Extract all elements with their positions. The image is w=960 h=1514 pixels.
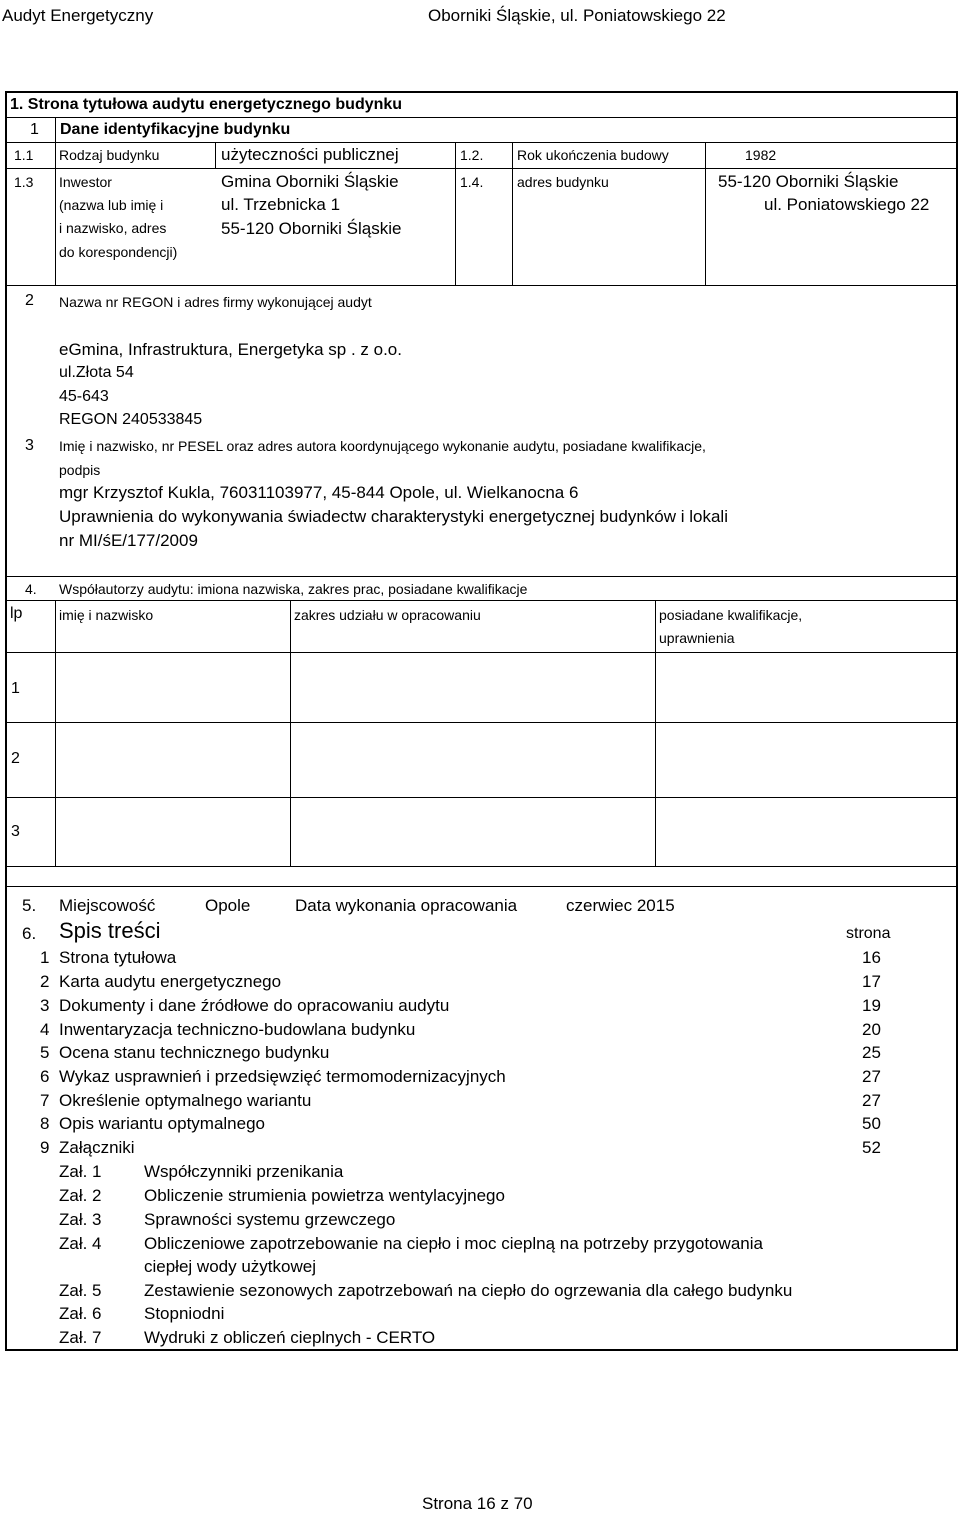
row14-label: adres budynku <box>517 174 609 190</box>
toc-item-label: Ocena stanu technicznego budynku <box>59 1043 330 1062</box>
attachment-num: Zał. 1 <box>59 1162 102 1181</box>
attachment-num: Zał. 4 <box>59 1234 102 1253</box>
toc-item-label: Karta audytu energetycznego <box>59 972 282 991</box>
toc-item-page: 52 <box>862 1138 881 1157</box>
author-line: Uprawnienia do wykonywania świadectw charakterystyki energetycznej budynków i lokali <box>59 507 728 526</box>
col-qual: posiadane kwalifikacje, <box>659 607 803 623</box>
section4-num: 4. <box>25 581 37 597</box>
toc-item-page: 17 <box>862 972 881 991</box>
attachment-label: Stopniodni <box>144 1304 225 1323</box>
toc-item-num: 5 <box>40 1043 50 1062</box>
toc-item-num: 4 <box>40 1020 50 1039</box>
toc-item-page: 50 <box>862 1114 881 1133</box>
firm-line: 45-643 <box>59 388 109 405</box>
coauthor-row-num: 3 <box>11 823 20 840</box>
section3-label: Imię i nazwisko, nr PESEL oraz adres autora koordynującego wykonanie audytu, posiadane kwalifikacje, <box>59 438 706 454</box>
attachment-label: Współczynniki przenikania <box>144 1162 344 1181</box>
toc-item-num: 8 <box>40 1114 50 1133</box>
toc-item-page: 27 <box>862 1067 881 1086</box>
toc-item-num: 7 <box>40 1091 50 1110</box>
header-right: Oborniki Śląskie, ul. Poniatowskiego 22 <box>428 6 726 25</box>
attachment-label: Obliczenie strumienia powietrza wentylacyjnego <box>144 1186 505 1205</box>
toc-num: 6. <box>22 924 37 943</box>
page-footer: Strona 16 z 70 <box>422 1494 533 1513</box>
toc-item-num: 9 <box>40 1138 50 1157</box>
toc-item-page: 25 <box>862 1043 881 1062</box>
toc-item-page: 20 <box>862 1020 881 1039</box>
row12-value: 1982 <box>745 147 777 163</box>
toc-item-num: 6 <box>40 1067 50 1086</box>
attachment-label: Zestawienie sezonowych zapotrzebowań na ciepło do ogrzewania dla całego budynku <box>144 1281 793 1300</box>
row11-value: użyteczności publicznej <box>221 145 399 164</box>
section3-num: 3 <box>25 437 34 454</box>
row13-label-line: do korespondencji) <box>59 244 178 260</box>
row13-label-line: i nazwisko, adres <box>59 220 167 236</box>
toc-item-label: Dokumenty i dane źródłowe do opracowaniu audytu <box>59 996 450 1015</box>
row13-num: 1.3 <box>14 174 34 190</box>
firm-line: eGmina, Infrastruktura, Energetyka sp . z o.o. <box>59 340 402 359</box>
toc-item-label: Strona tytułowa <box>59 948 177 967</box>
firm-line: ul.Złota 54 <box>59 364 134 381</box>
toc-page-label: strona <box>846 925 891 942</box>
place-label: Miejscowość <box>59 896 156 915</box>
attachment-label: Wydruki z obliczeń cieplnych - CERTO <box>144 1328 436 1347</box>
section3-label-2: podpis <box>59 462 101 478</box>
row13-label-line: Inwestor <box>59 174 112 190</box>
row11-label: Rodzaj budynku <box>59 147 160 163</box>
coauthor-row-num: 1 <box>11 680 20 697</box>
col-lp: lp <box>10 605 23 622</box>
attachment-num: Zał. 6 <box>59 1304 102 1323</box>
section1-title: 1. Strona tytułowa audytu energetycznego budynku <box>10 96 403 113</box>
investor-line: Gmina Oborniki Śląskie <box>221 172 399 191</box>
investor-line: 55-120 Oborniki Śląskie <box>221 219 402 238</box>
toc-item-num: 1 <box>40 948 50 967</box>
building-address-line: ul. Poniatowskiego 22 <box>764 195 930 214</box>
section1-subtitle: Dane identyfikacyjne budynku <box>60 121 291 138</box>
attachment-num: Zał. 2 <box>59 1186 102 1205</box>
attachment-label: Obliczeniowe zapotrzebowanie na ciepło i moc cieplną na potrzeby przygotowania <box>144 1234 763 1253</box>
col-name: imię i nazwisko <box>59 607 154 623</box>
toc-item-page: 27 <box>862 1091 881 1110</box>
section5-num: 5. <box>22 896 37 915</box>
attachment-num: Zał. 7 <box>59 1328 102 1347</box>
toc-item-label: Określenie optymalnego wariantu <box>59 1091 312 1110</box>
toc-title: Spis treści <box>59 918 161 943</box>
attachment-label: Sprawności systemu grzewczego <box>144 1210 396 1229</box>
header-left: Audyt Energetyczny <box>2 6 154 25</box>
firm-line: REGON 240533845 <box>59 411 203 428</box>
section2-num: 2 <box>25 292 34 309</box>
row11-num: 1.1 <box>14 147 34 163</box>
row13-label-line: (nazwa lub imię i <box>59 197 164 213</box>
toc-item-label: Inwentaryzacja techniczno-budowlana budynku <box>59 1020 416 1039</box>
place-value: Opole <box>205 896 251 915</box>
date-label: Data wykonania opracowania <box>295 896 518 915</box>
investor-line: ul. Trzebnicka 1 <box>221 195 341 214</box>
toc-item-label: Opis wariantu optymalnego <box>59 1114 266 1133</box>
toc-item-num: 3 <box>40 996 50 1015</box>
attachment-num: Zał. 5 <box>59 1281 102 1300</box>
attachment-label-continued: ciepłej wody użytkowej <box>144 1257 316 1276</box>
row14-num: 1.4. <box>460 174 484 190</box>
section4-label: Współautorzy audytu: imiona nazwiska, zakres prac, posiadane kwalifikacje <box>59 581 528 597</box>
section5-divider <box>5 886 958 887</box>
col-qual-2: uprawnienia <box>659 630 735 646</box>
row12-label: Rok ukończenia budowy <box>517 147 669 163</box>
toc-item-num: 2 <box>40 972 50 991</box>
author-line: mgr Krzysztof Kukla, 76031103977, 45-844 Opole, ul. Wielkanocna 6 <box>59 483 579 502</box>
toc-item-label: Załączniki <box>59 1138 135 1157</box>
coauthor-row-num: 2 <box>11 750 20 767</box>
author-line: nr MI/śE/177/2009 <box>59 531 198 550</box>
attachment-num: Zał. 3 <box>59 1210 102 1229</box>
toc-item-page: 16 <box>862 948 881 967</box>
building-address-line: 55-120 Oborniki Śląskie <box>718 172 899 191</box>
section1-num: 1 <box>30 121 39 138</box>
toc-item-label: Wykaz usprawnień i przedsięwzięć termomodernizacyjnych <box>59 1067 506 1086</box>
section2-label: Nazwa nr REGON i adres firmy wykonującej audyt <box>59 294 372 310</box>
date-value: czerwiec 2015 <box>566 896 675 915</box>
col-scope: zakres udziału w opracowaniu <box>294 607 481 623</box>
toc-item-page: 19 <box>862 996 881 1015</box>
row12-num: 1.2. <box>460 147 484 163</box>
